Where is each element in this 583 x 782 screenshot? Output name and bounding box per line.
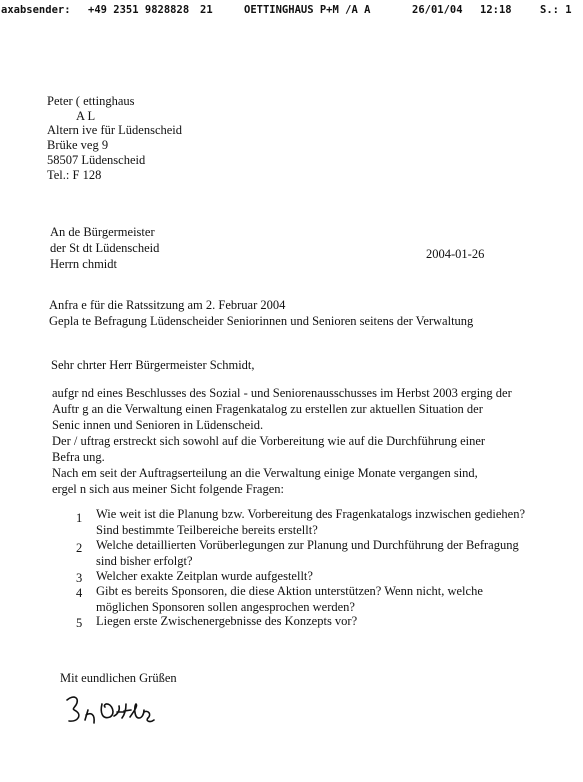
body-line: Befra ung.: [52, 450, 105, 464]
fax-sender-label: axabsender:: [1, 4, 71, 16]
body-line: aufgr nd eines Beschlusses des Sozial - und Seniorenausschusses im Herbst 2003 erging der: [52, 386, 512, 400]
body-line: Nach em seit der Auftragserteilung an die Verwaltung einige Monate vergangen sind,: [52, 466, 478, 480]
question-number: 5: [76, 616, 83, 630]
fax-date: 26/01/04: [412, 4, 463, 16]
letter-date: 2004-01-26: [426, 247, 485, 261]
signature-scribble: [64, 690, 184, 730]
sender-line: Brüke veg 9: [47, 138, 109, 152]
question-number: 1: [76, 511, 83, 525]
closing: Mit eundlichen Grüßen: [60, 671, 177, 685]
question-line: Welcher exakte Zeitplan wurde aufgestellt?: [96, 569, 313, 583]
question-line: Gibt es bereits Sponsoren, die diese Aktion unterstützen? Wenn nicht, welche: [96, 584, 483, 598]
fax-name: OETTINGHAUS P+M /A A: [244, 4, 371, 16]
fax-time: 12:18: [480, 4, 512, 16]
question-line: Sind bestimmte Teilbereiche bereits erstellt?: [96, 523, 318, 537]
question-number: 4: [76, 586, 83, 600]
question-number: 3: [76, 571, 83, 585]
question-line: Liegen erste Zwischenergebnisse des Konzepts vor?: [96, 614, 358, 628]
fax-header: [0, 3, 583, 17]
sender-line: 58507 Lüdenscheid: [47, 153, 146, 167]
question-line: Wie weit ist die Planung bzw. Vorbereitung des Fragenkatalogs inzwischen gediehen?: [96, 507, 526, 521]
fax-page: S.: 1: [540, 4, 572, 16]
sender-line: Peter ( ettinghaus: [47, 94, 135, 108]
recipient-line: Herrn chmidt: [50, 257, 117, 271]
body-line: Auftr g an die Verwaltung einen Fragenkatalog zu erstellen zur aktuellen Situation der: [52, 402, 483, 416]
recipient-line: der St dt Lüdenscheid: [50, 241, 160, 255]
subject-line: Gepla te Befragung Lüdenscheider Seniorinnen und Senioren seitens der Verwaltung: [49, 314, 474, 328]
sender-line: Tel.: F 128: [47, 168, 102, 182]
body-line: Senic innen und Senioren in Lüdenscheid.: [52, 418, 264, 432]
question-line: sind bisher erfolgt?: [96, 554, 193, 568]
question-line: möglichen Sponsoren sollen angesprochen werden?: [96, 600, 355, 614]
recipient-line: An de Bürgermeister: [50, 225, 155, 239]
fax-number: +49 2351 9828828: [88, 4, 190, 16]
sender-line: Altern ive für Lüdenscheid: [47, 123, 183, 137]
subject-line: Anfra e für die Ratssitzung am 2. Februar 2004: [49, 298, 286, 312]
fax-code: 21: [200, 4, 213, 16]
body-line: Der / uftrag erstreckt sich sowohl auf die Vorbereitung wie auf die Durchführung einer: [52, 434, 486, 448]
body-line: ergel n sich aus meiner Sicht folgende Fragen:: [52, 482, 284, 496]
signature: [64, 690, 184, 730]
question-line: Welche detaillierten Vorüberlegungen zur Planung und Durchführung der Befragung: [96, 538, 519, 552]
sender-line: A L: [76, 109, 96, 123]
question-number: 2: [76, 541, 83, 555]
salutation: Sehr chrter Herr Bürgermeister Schmidt,: [51, 358, 255, 372]
